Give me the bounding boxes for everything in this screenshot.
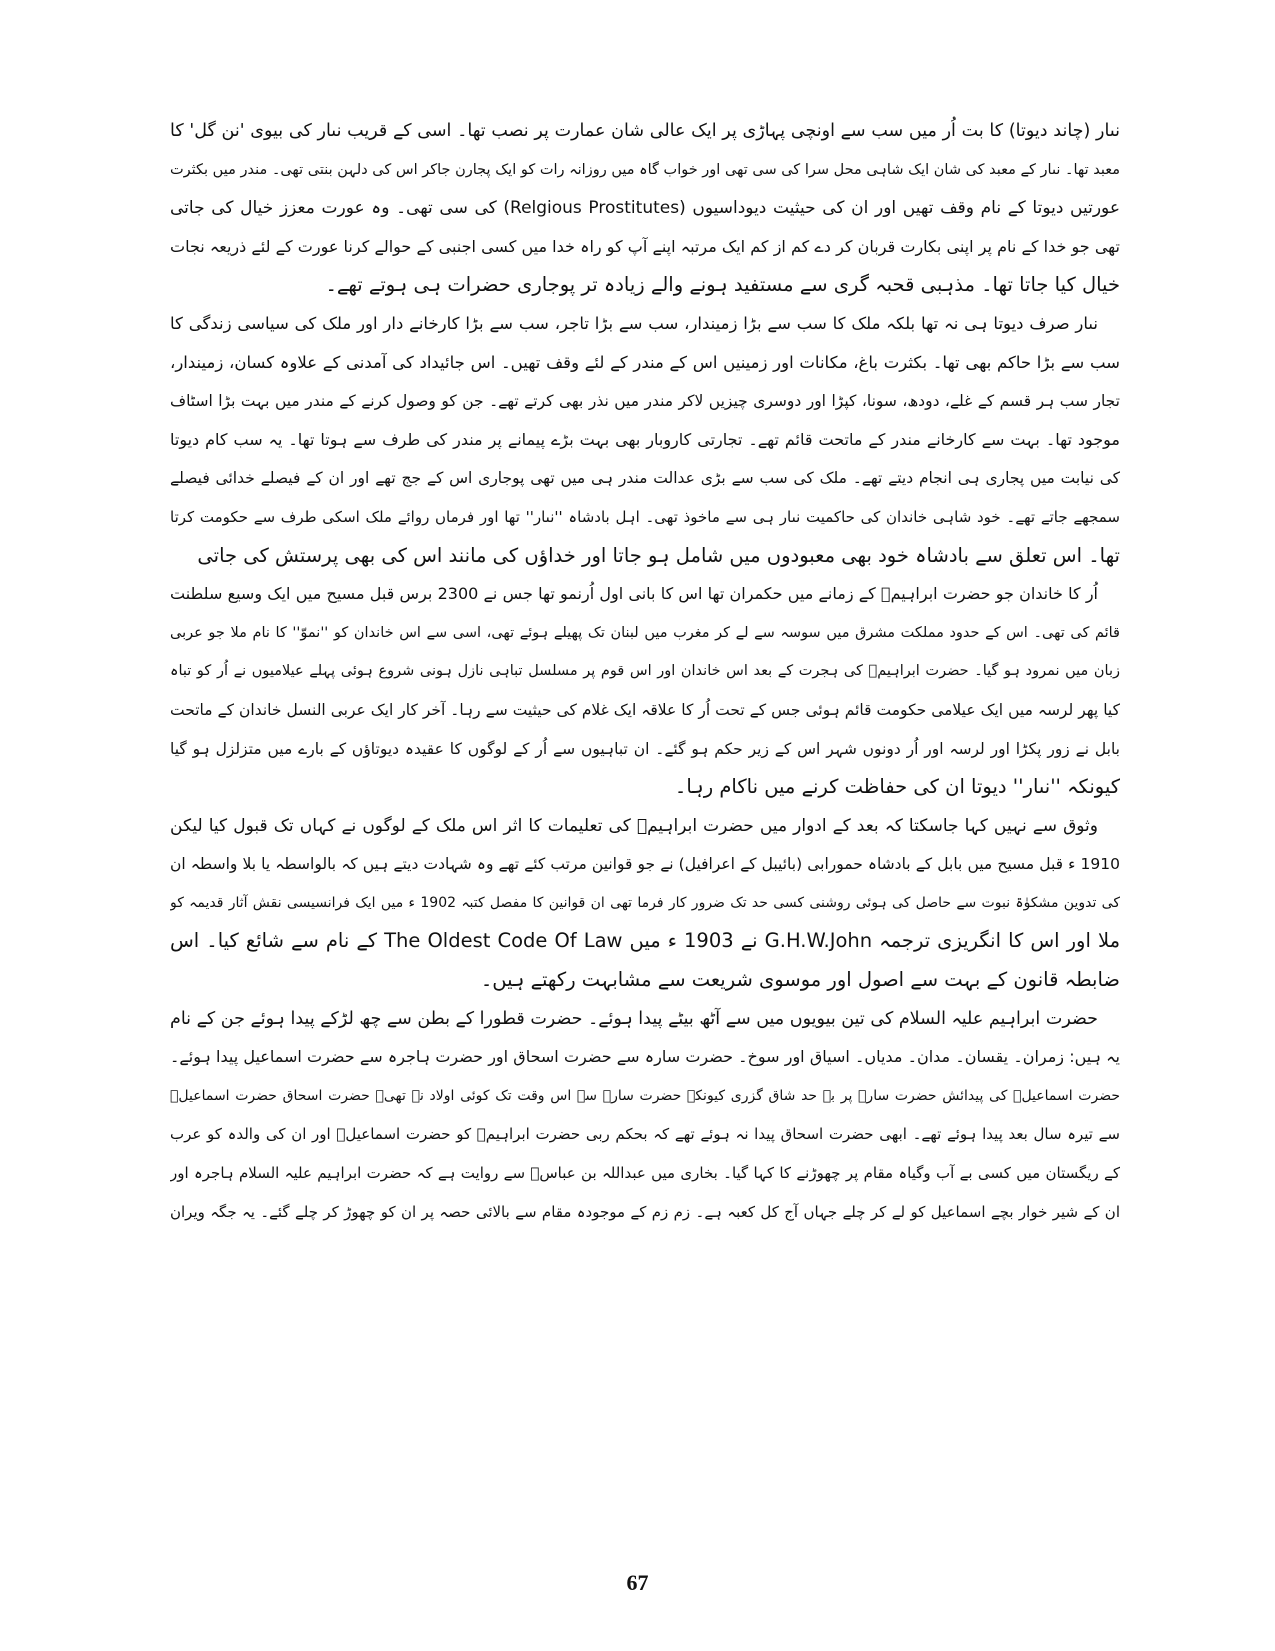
text-line: تھی جو خدا کے نام پر اپنی بکارت قربان کر دے کم از کم ایک مرتبہ اپنے آپ کو راہ خدا میں کسی اجنبی کے حوالے کرنا عورت کے لئے ذریعہ نجات <box>170 236 1120 256</box>
text-line: حضرت اسماعیلؑ کی پیدائش حضرت سارہ پر بے حد شاق گزری کیونکہ حضرت سارہ سے اس وقت تک کوئی اولاد نہ تھی۔ حضرت اسحاق حضرت اسماعیلؑ <box>170 1087 1120 1104</box>
page-number: 67 <box>626 1570 649 1595</box>
text-line: کیونکہ ''نںار'' دیوتا ان کی حفاظت کرنے میں ناکام رہا۔ <box>674 775 1120 799</box>
paragraph-4 <box>170 807 1120 1000</box>
text-line: خیال کیا جاتا تھا۔ مذہبی قحبہ گری سے مستفید ہونے والے زیادہ تر پوجاری حضرات ہی ہوتے تھے۔ <box>325 273 1120 297</box>
text-line: تجار سب ہر قسم کے غلے، دودھ، سونا، کپڑا اور دوسری چیزیں لاکر مندر میں نذر بھی کرتے تھے۔ جن کو وصول کرنے کے مندر میں بہت بڑا اسٹاف <box>170 392 1120 411</box>
paragraph-1 <box>170 112 1120 305</box>
text-line: اُر کا خاندان جو حضرت ابراہیمؑ کے زمانے میں حکمران تھا اس کا بانی اول اُرنمو تھا جس نے 2300 برس قبل مسیح میں ایک وسیع سلطنت <box>170 584 1098 604</box>
text-line: ضابطہ قانون کے بہت سے اصول اور موسوی شریعت سے مشابہت رکھتے ہیں۔ <box>480 968 1120 992</box>
text-line: وثوق سے نہیں کہا جاسکتا کہ بعد کے ادوار میں حضرت ابراہیمؑ کی تعلیمات کا اثر اس ملک کے لوگوں نے کہاں تک قبول کیا لیکن <box>170 815 1098 836</box>
text-line: تھا۔ اس تعلق سے بادشاہ خود بھی معبودوں میں شامل ہو جاتا اور خداؤں کی مانند اس کی بھی پرستش کی جاتی <box>197 543 1120 567</box>
paragraph-3 <box>170 575 1120 807</box>
text-line: کے ریگستان میں کسی بے آب وگیاہ مقام پر چھوڑنے کا کہا گیا۔ بخاری میں عبداللہ بن عباسؓ سے روایت ہے کہ حضرت ابراہیم علیہ السلام ہاجرہ اور <box>170 1164 1120 1183</box>
text-line: ملا اور اس کا انگریزی ترجمہ G.H.W.John نے 1903 ء میں The Oldest Code Of Law کے نام سے شائع کیا۔ اس <box>170 929 1120 953</box>
text-line: موجود تھا۔ بہت سے کارخانے مندر کے ماتحت قائم تھے۔ تجارتی کاروبار بھی بہت بڑے پیمانے پر مندر کی طرف سے ہوتا تھا۔ یہ سب کام دیوتا <box>170 429 1120 449</box>
text-line: 1910 ء قبل مسیح میں بابل کے بادشاہ حمورابی (بائیبل کے اعرافیل) نے جو قوانین مرتب کئے تھے وہ شہادت دیتے ہیں کہ بالواسطہ یا بلا واسطہ ان <box>170 855 1120 874</box>
text-line: سمجھے جاتے تھے۔ خود شاہی خاندان کی حاکمیت نںار ہی سے ماخوذ تھی۔ اہل بادشاہ ''نںار'' تھا اور فرماں روائے ملک اسکی طرف سے حکومت کرتا <box>170 507 1120 526</box>
text-line: معبد تھا۔ نںار کے معبد کی شان ایک شاہی محل سرا کی سی تھی اور خواب گاہ میں روزانہ رات کو ایک پجارن جاکر اس کی دلہن بنتی تھی۔ مندر میں بکثرت <box>170 161 1120 178</box>
text-line: قائم کی تھی۔ اس کے حدود مملکت مشرق میں سوسہ سے لے کر مغرب میں لبنان تک پھیلے ہوئے تھی، اسی سے اس خاندان کو ''نموّ'' کا نام ملا جو عربی <box>170 624 1120 641</box>
text-line: نںار صرف دیوتا ہی نہ تھا بلکہ ملک کا سب سے بڑا زمیندار، سب سے بڑا تاجر، سب سے بڑا کارخانے دار اور ملک کی سیاسی زندگی کا <box>170 313 1098 333</box>
paragraph-2 <box>170 305 1120 575</box>
paragraph-5 <box>170 1000 1120 1232</box>
text-line: کی نیابت میں پجاری ہی انجام دیتے تھے۔ ملک کی سب سے بڑی عدالت مندر ہی میں تھی پوجاری اس کے جج تھے اور ان کے فیصلے خدائی فیصلے <box>170 469 1120 488</box>
text-line: عورتیں دیوتا کے نام وقف تھیں اور ان کی حیثیت دیوداسیوں (Relgious Prostitutes) کی سی تھی۔ وہ عورت معزز خیال کی جاتی <box>170 198 1120 219</box>
text-line: نںار (چاند دیوتا) کا بت اُر میں سب سے اونچی پہاڑی پر ایک عالی شان عمارت پر نصب تھا۔ اسی کے قریب نںار کی بیوی 'نن گل' کا <box>170 121 1120 141</box>
text-line: زبان میں نمرود ہو گیا۔ حضرت ابراہیمؑ کی ہجرت کے بعد اس خاندان اور اس قوم پر مسلسل تباہی نازل ہونی شروع ہوئی پہلے عیلامیوں نے اُر کو تباہ <box>170 663 1120 680</box>
text-line: سب سے بڑا حاکم بھی تھا۔ بکثرت باغ، مکانات اور زمینیں اس کے مندر کے لئے وقف تھیں۔ اس جائیداد کی آمدنی کے علاوہ کسان، زمیندار، <box>170 352 1120 372</box>
text-line: یہ ہیں: زمران۔ یقسان۔ مدان۔ مدیاں۔ اسیاق اور سوخ۔ حضرت سارہ سے حضرت اسحاق اور حضرت ہاجرہ سے حضرت اسماعیل پیدا ہوئے۔ <box>170 1047 1120 1067</box>
body-text <box>170 112 1120 1231</box>
text-line: کیا پھر لرسہ میں ایک عیلامی حکومت قائم ہوئی جس کے تحت اُر کا علاقہ ایک غلام کی حیثیت سے رہا۔ آخر کار ایک عربی النسل خاندان کے ماتحت <box>170 700 1120 719</box>
text-line: کی تدوین مشکوٰۃ نبوت سے حاصل کی ہوئی روشنی کسی حد تک ضرور کار فرما تھی ان قوانین کا مفصل کتبہ 1902 ء میں ایک فرانسیسی نقش آثار قدیمہ کو <box>170 894 1120 911</box>
text-line: بابل نے زور پکڑا اور لرسہ اور اُر دونوں شہر اس کے زیر حکم ہو گئے۔ ان تباہیوں سے اُر کے لوگوں کا عقیدہ دیوتاؤں کے بارے میں متزلزل ہو گیا <box>170 739 1120 758</box>
text-line: حضرت ابراہیم علیہ السلام کی تین بیویوں میں سے آٹھ بیٹے پیدا ہوئے۔ حضرت قطورا کے بطن سے چھ لڑکے پیدا ہوئے جن کے نام <box>170 1008 1098 1029</box>
text-line: سے تیرہ سال بعد پیدا ہوئے تھے۔ ابھی حضرت اسحاق پیدا نہ ہوئے تھے کہ بحکم ربی حضرت ابراہیمؑ کو حضرت اسماعیلؑ اور ان کی والدہ کو عرب <box>170 1125 1120 1144</box>
text-line: ان کے شیر خوار بچے اسماعیل کو لے کر چلے جہاں آج کل کعبہ ہے۔ زم زم کے موجودہ مقام سے بالائی حصہ پر ان کو چھوڑ کر چلے گئے۔ یہ جگہ ویران <box>170 1202 1120 1221</box>
